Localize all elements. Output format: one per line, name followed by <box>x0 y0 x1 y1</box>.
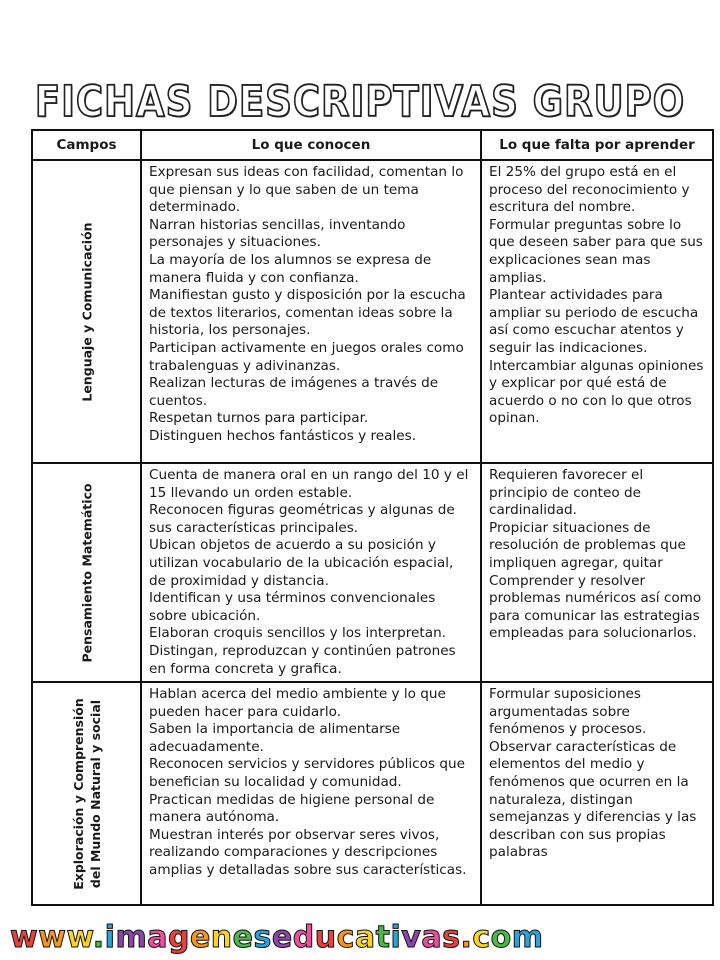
falta-item: Plantear actividades para ampliar su periodo de escucha así como escuchar atentos y seguir las indicaciones. <box>489 287 699 356</box>
watermark-letter: a <box>147 920 168 955</box>
campo-label <box>78 483 95 662</box>
watermark-letter: c <box>336 920 355 955</box>
table-header-row <box>32 130 713 160</box>
conocen-item: La mayoría de los alumnos se expresa de manera fluida y con confianza. <box>149 251 432 286</box>
watermark-letter: d <box>292 920 315 955</box>
watermark-letter: c <box>472 920 491 955</box>
campo-label <box>70 698 104 890</box>
watermark-letter: s <box>253 920 272 955</box>
conocen-item: Identifican y usa términos convencionales sobre ubicación. <box>149 590 436 624</box>
conocen-item: Manifiestan gusto y disposición por la escucha de textos literarios, comentan ideas sobre la historia, los personajes. <box>149 287 466 339</box>
falta-item: Propiciar situaciones de resolución de problemas que impliquen agregar, quitar <box>489 519 686 571</box>
conocen-cell <box>141 463 481 682</box>
conocen-item: Reconocen servicios y servidores públicos que benefician su localidad y comunidad. <box>149 756 465 790</box>
conocen-item: Cuenta de manera oral en un rango del 10 y el 15 llevando un orden estable. <box>149 467 469 501</box>
page-title: FICHAS DESCRIPTIVAS GRUPO <box>34 76 686 127</box>
watermark-letter: t <box>375 920 391 955</box>
watermark-letter: e <box>232 920 254 955</box>
conocen-item: Muestran interés por observar seres vivos, realizando comparaciones y descripciones amplias y detalladas sobre sus características. <box>149 826 467 878</box>
conocen-item: Expresan sus ideas con facilidad, comentan lo que piensan y lo que saben de un tema determinado. <box>149 164 464 216</box>
conocen-item: Distinguen hechos fantásticos y reales. <box>149 427 417 444</box>
header-campos: Campos <box>32 130 141 160</box>
watermark-letter: g <box>167 920 190 955</box>
conocen-item: Practican medidas de higiene personal de manera autónoma. <box>149 791 435 826</box>
conocen-item: Saben la importancia de alimentarse adecuadamente. <box>149 721 401 755</box>
watermark-letter: a <box>354 920 376 955</box>
watermark-letter: . <box>92 920 105 955</box>
header-lo-que-conocen: Lo que conocen <box>141 130 481 160</box>
watermark-letter: w <box>66 920 93 955</box>
conocen-item: Ubican objetos de acuerdo a su posición y utilizan vocabulario de la ubicación espacial, de proximidad y distancia. <box>149 537 454 589</box>
conocen-item: Narran historias sencillas, inventando personajes y situaciones. <box>149 216 406 251</box>
campo-label <box>78 222 95 401</box>
falta-item: Formular preguntas sobre lo que deseen saber para que sus explicaciones sean mas amplias. <box>489 216 703 286</box>
falta-item: Observar características de elementos del medio y fenómenos que ocurren en la naturaleza, distingan semejanzas y diferencias y las describan con sus propias palabras <box>489 738 697 861</box>
watermark-letter: . <box>460 920 473 955</box>
campo-cell <box>32 160 141 463</box>
conocen-cell <box>141 160 481 463</box>
watermark-letter: m <box>511 920 544 955</box>
header-lo-que-falta: Lo que falta por aprender <box>481 130 713 160</box>
watermark-letter: e <box>271 920 293 955</box>
watermark-letter: a <box>421 920 443 955</box>
falta-item: Requieren favorecer el principio de conteo de cardinalidad. <box>489 467 644 519</box>
watermark-letter: u <box>314 920 337 955</box>
watermark-letter: s <box>442 920 461 955</box>
descriptive-table <box>31 129 714 906</box>
watermark-letter: i <box>104 920 116 955</box>
campo-cell <box>32 463 141 682</box>
conocen-item: Participan activamente en juegos orales como trabalenguas y adivinanzas. <box>149 339 464 374</box>
falta-cell <box>481 682 713 905</box>
watermark-letter: v <box>401 920 422 955</box>
campo-label-line: Exploración y Comprensión <box>70 697 86 890</box>
conocen-item: Hablan acerca del medio ambiente y lo que pueden hacer para cuidarlo. <box>149 686 446 720</box>
conocen-item: Realizan lecturas de imágenes a través de cuentos. <box>149 375 439 409</box>
watermark-logo <box>10 918 544 958</box>
falta-item: Formular suposiciones argumentadas sobre fenómenos y procesos. <box>489 686 647 738</box>
watermark-letter: w <box>38 920 67 955</box>
table-row <box>32 160 713 463</box>
conocen-item: Respetan turnos para participar. <box>149 410 369 427</box>
table-row <box>32 682 713 905</box>
falta-item: Comprender y resolver problemas numéricos así como para comunicar las estrategias empleadas para solucionarlos. <box>489 572 702 642</box>
watermark-letter: o <box>490 920 512 955</box>
campo-cell <box>32 682 141 905</box>
conocen-item: Distingan, reproduzcan y continúen patrones en forma concreta y grafica. <box>149 642 456 677</box>
table-row <box>32 463 713 682</box>
watermark-letter: i <box>390 920 402 955</box>
watermark-letter: m <box>115 920 148 955</box>
falta-cell <box>481 160 713 463</box>
campo-label-line: Lenguaje y Comunicación <box>79 221 94 402</box>
falta-cell <box>481 463 713 682</box>
conocen-item: Reconocen figuras geométricas y algunas de sus características principales. <box>149 502 455 536</box>
watermark-letter: n <box>210 920 233 955</box>
conocen-item: Elaboran croquis sencillos y los interpretan. <box>149 625 447 642</box>
falta-item: El 25% del grupo está en el proceso del reconocimiento y escritura del nombre. <box>489 164 690 216</box>
campo-label-line: del Mundo Natural y social <box>87 699 103 888</box>
watermark-letter: e <box>189 920 211 955</box>
watermark-letter: w <box>10 920 39 955</box>
campo-label-line: Pensamiento Matemático <box>79 482 94 663</box>
falta-item: Intercambiar algunas opiniones y explicar por qué está de acuerdo o no con lo que otros opinan. <box>489 357 704 427</box>
conocen-cell <box>141 682 481 905</box>
